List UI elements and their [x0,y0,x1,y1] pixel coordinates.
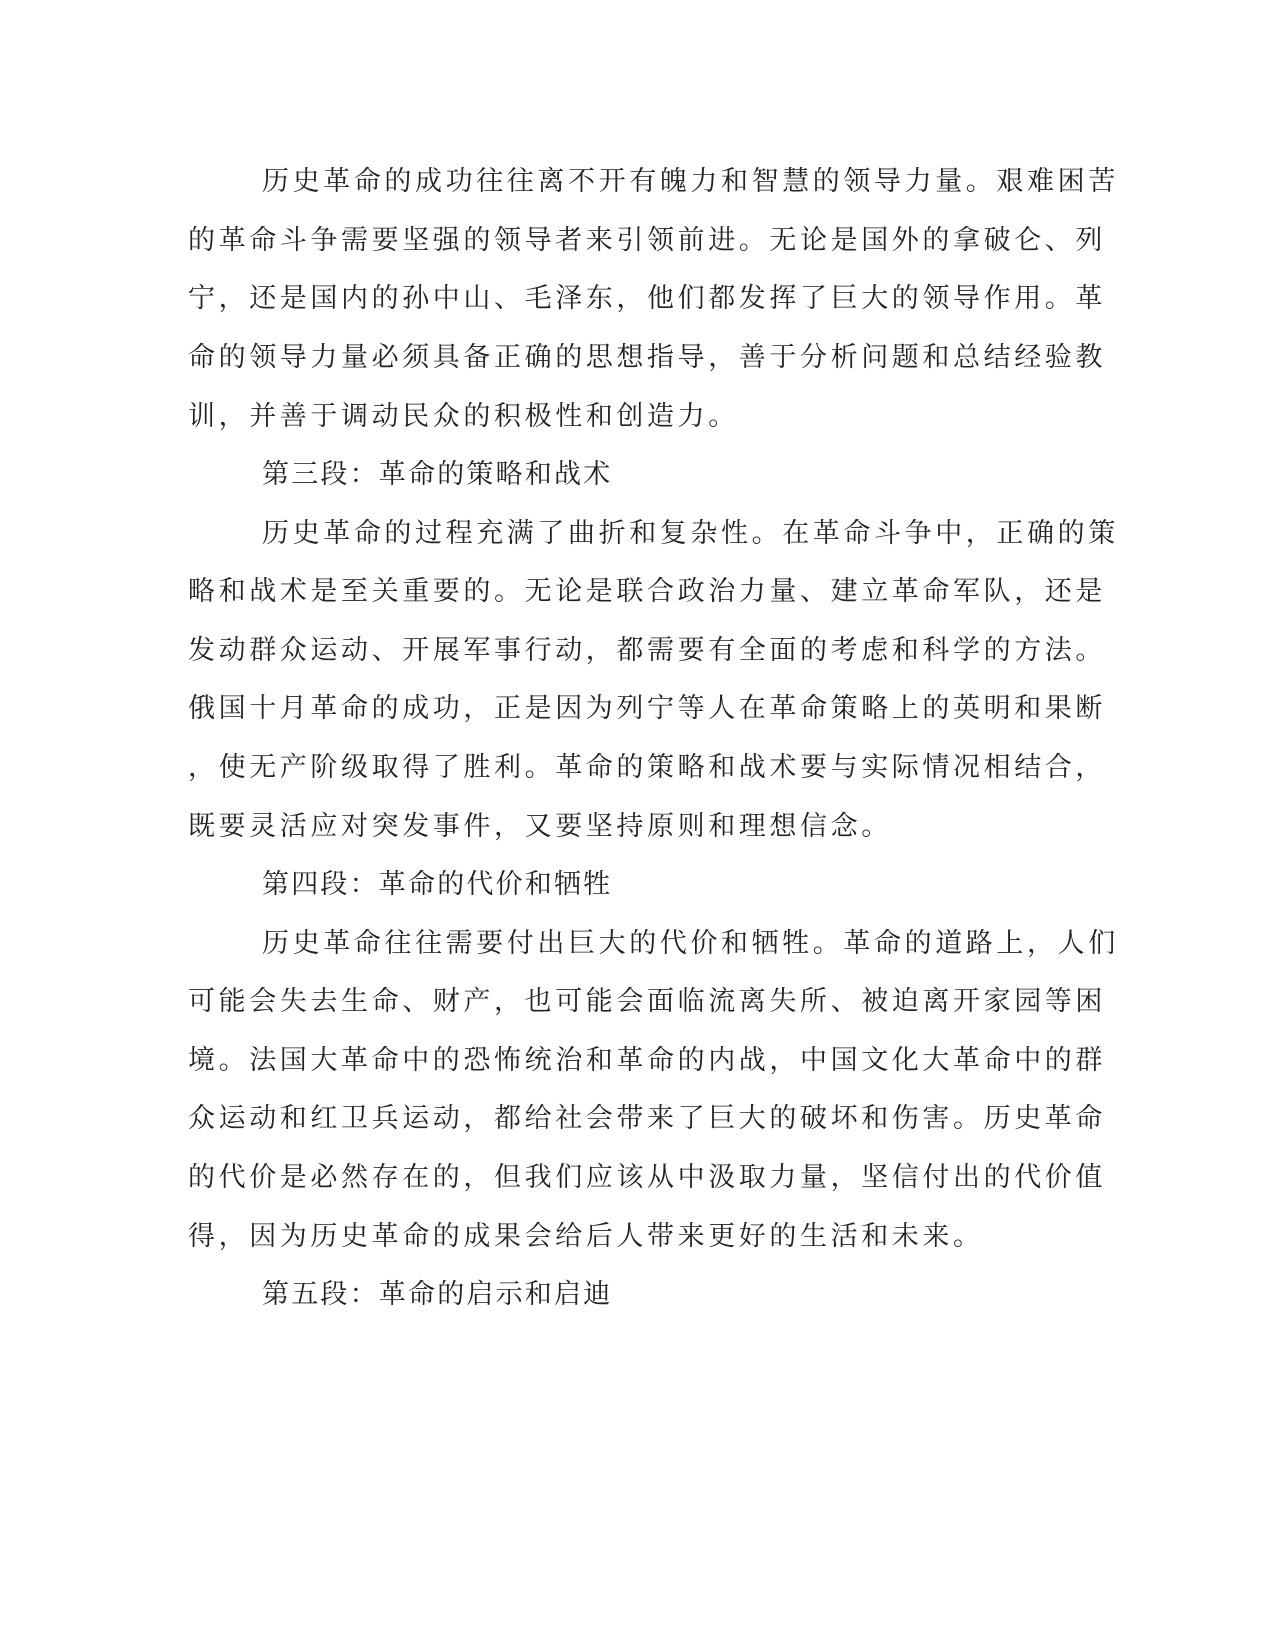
paragraph-line: 训，并善于调动民众的积极性和创造力。 [188,401,739,432]
paragraph-line: 历史革命往往需要付出巨大的代价和牺牲。革命的道路上，人们 [262,928,1119,959]
paragraph-line: 的革命斗争需要坚强的领导者来引领前进。无论是国外的拿破仑、列 [188,225,1106,256]
paragraph-line: 发动群众运动、开展军事行动，都需要有全面的考虑和科学的方法。 [188,635,1106,666]
paragraph-line: 略和战术是至关重要的。无论是联合政治力量、建立革命军队，还是 [188,576,1106,607]
paragraph-line: 宁，还是国内的孙中山、毛泽东，他们都发挥了巨大的领导作用。革 [188,283,1106,314]
paragraph-line: 众运动和红卫兵运动，都给社会带来了巨大的破坏和伤害。历史革命 [188,1103,1106,1134]
paragraph-line: 得，因为历史革命的成果会给后人带来更好的生活和未来。 [188,1221,984,1252]
paragraph-line: 的代价是必然存在的，但我们应该从中汲取力量，坚信付出的代价值 [188,1162,1106,1193]
paragraph-line: ，使无产阶级取得了胜利。革命的策略和战术要与实际情况相结合， [188,752,1106,783]
paragraph-line: 既要灵活应对突发事件，又要坚持原则和理想信念。 [188,811,892,842]
paragraph-line: 境。法国大革命中的恐怖统治和革命的内战，中国文化大革命中的群 [188,1045,1106,1076]
section-heading-3: 第三段：革命的策略和战术 [262,459,613,490]
paragraph-line: 命的领导力量必须具备正确的思想指导，善于分析问题和总结经验教 [188,342,1106,373]
paragraph-line: 俄国十月革命的成功，正是因为列宁等人在革命策略上的英明和果断 [188,693,1106,724]
section-heading-4: 第四段：革命的代价和牺牲 [262,869,613,900]
section-heading-5: 第五段：革命的启示和启迪 [262,1279,613,1310]
paragraph-line: 可能会失去生命、财产，也可能会面临流离失所、被迫离开家园等困 [188,986,1106,1017]
paragraph-line: 历史革命的过程充满了曲折和复杂性。在革命斗争中，正确的策 [262,518,1119,549]
paragraph-line: 历史革命的成功往往离不开有魄力和智慧的领导力量。艰难困苦 [262,166,1119,197]
